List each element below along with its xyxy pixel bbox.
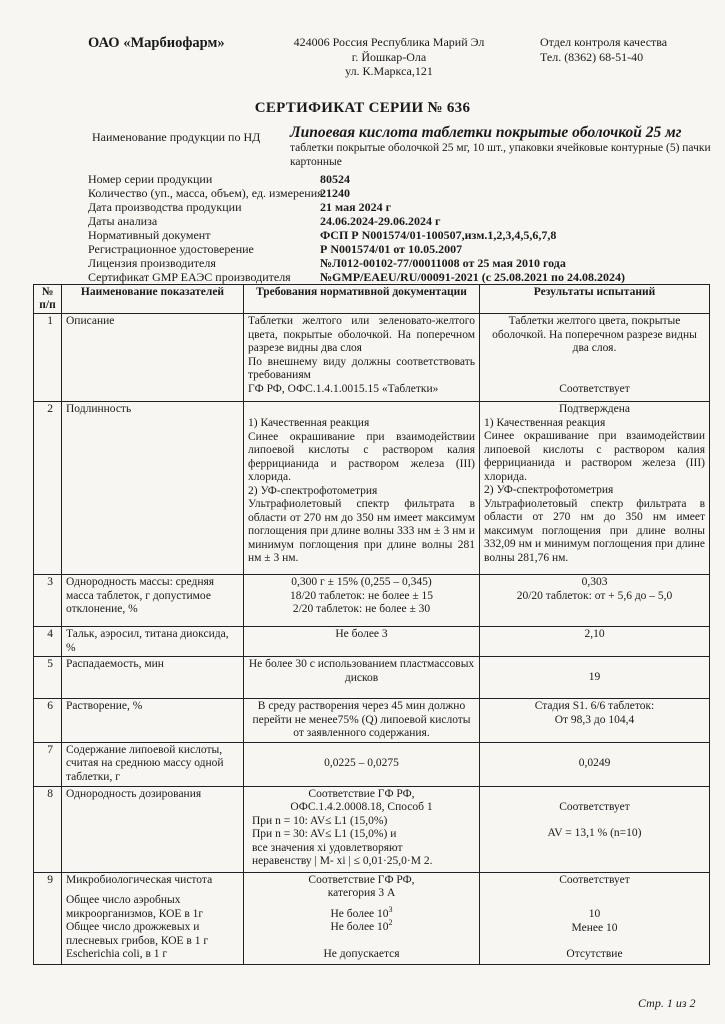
row-result bbox=[480, 786, 710, 872]
row-name: Однородность дозирования bbox=[62, 786, 244, 872]
row-requirement bbox=[244, 402, 480, 575]
row-result bbox=[480, 314, 710, 402]
result-text: AV = 13,1 % (n=10) bbox=[547, 827, 642, 839]
requirement-text: 0,300 г ± 15% (0,255 – 0,345) bbox=[291, 576, 432, 588]
requirement-text bbox=[248, 918, 475, 935]
requirement-text: Синее окрашивание при взаимодействии липоевой кислоты с раствором калия феррицианида и раствором железа (III) хлорида. bbox=[248, 430, 475, 483]
department-phone: Тел. (8362) 68-51-40 bbox=[540, 50, 644, 64]
header-results: Результаты испытаний bbox=[480, 285, 710, 314]
row-num: 3 bbox=[34, 575, 62, 627]
row-name: Растворение, % bbox=[62, 699, 244, 743]
row-name: Описание bbox=[62, 314, 244, 402]
requirement-text: При n = 30: AV≤ L1 (15,0%) и bbox=[252, 828, 397, 840]
info-key: Лицензия производителя bbox=[88, 256, 216, 270]
info-row bbox=[88, 270, 625, 284]
row-name-text: Общее число аэробных микроорганизмов, КОЕ в 1г bbox=[66, 894, 204, 920]
table-row bbox=[34, 872, 710, 964]
requirement-text: 2) УФ-спектрофотометрия bbox=[248, 484, 378, 497]
info-row bbox=[88, 228, 625, 242]
info-key: Даты анализа bbox=[88, 214, 158, 228]
info-row bbox=[88, 242, 625, 256]
company-name: ОАО «Марбиофарм» bbox=[88, 35, 225, 51]
result-text: Отсутствие bbox=[566, 948, 623, 960]
result-text: Синее окрашивание при взаимодействии липоевой кислоты с раствором калия феррицианида и раствором железа (III) хлорида. bbox=[484, 430, 705, 483]
result-text: Ультрафиолетовый спектр фильтрата в области от 270 нм до 350 нм имеет максимум поглощения при длине волны 332,09 нм и минимум поглощения при длине волны 281,76 нм. bbox=[484, 497, 705, 564]
result-text: Таблетки желтого цвета, покрытые оболочкой. На поперечном разрезе видны два слоя. bbox=[492, 315, 697, 354]
row-result bbox=[480, 575, 710, 627]
department-block bbox=[540, 35, 667, 65]
result-text: 20/20 таблеток: от + 5,6 до – 5,0 bbox=[516, 589, 673, 602]
info-value: Р N001574/01 от 10.05.2007 bbox=[320, 242, 463, 256]
row-num: 5 bbox=[34, 657, 62, 699]
info-value: 21240 bbox=[320, 186, 350, 200]
info-value: 24.06.2024-29.06.2024 г bbox=[320, 214, 441, 228]
requirement-value: Не более 10 bbox=[330, 907, 389, 920]
info-row bbox=[88, 172, 625, 186]
row-name-text: Общее число дрожжевых и плесневых грибов, КОЕ в 1 г bbox=[66, 921, 209, 947]
row-result bbox=[480, 872, 710, 964]
row-num: 8 bbox=[34, 786, 62, 872]
info-key: Сертификат GMP ЕАЭС производителя bbox=[88, 270, 291, 284]
row-requirement bbox=[244, 786, 480, 872]
result-text: Стадия S1. 6/6 таблеток: bbox=[534, 700, 655, 712]
row-name: Содержание липоевой кислоты, считая на среднюю массу одной таблетки, г bbox=[62, 742, 244, 786]
row-num: 1 bbox=[34, 314, 62, 402]
table-row bbox=[34, 314, 710, 402]
info-value: ФСП Р N001574/01-100507,изм.1,2,3,4,5,6,7,8 bbox=[320, 228, 557, 242]
table-row bbox=[34, 742, 710, 786]
row-result: 2,10 bbox=[480, 627, 710, 657]
product-name: Липоевая кислота таблетки покрытые оболочкой 25 мг bbox=[290, 124, 682, 141]
result-text: 10 bbox=[588, 908, 601, 920]
header-requirements: Требования нормативной документации bbox=[244, 285, 480, 314]
result-text: 2) УФ-спектрофотометрия bbox=[484, 484, 614, 496]
results-table bbox=[33, 284, 710, 965]
header-name: Наименование показателей bbox=[62, 285, 244, 314]
row-name bbox=[62, 872, 244, 964]
info-row bbox=[88, 256, 625, 270]
info-key: Дата производства продукции bbox=[88, 200, 242, 214]
info-key: Номер серии продукции bbox=[88, 172, 213, 186]
table-row bbox=[34, 575, 710, 627]
requirement-text: все значения xi удовлетворяют bbox=[252, 841, 403, 854]
row-num: 7 bbox=[34, 742, 62, 786]
requirement-text: По внешнему виду должны соответствовать требованиям bbox=[248, 355, 475, 381]
row-name: Однородность массы: средняя масса таблеток, г допустимое отклонение, % bbox=[62, 575, 244, 627]
info-value: 21 мая 2024 г bbox=[320, 200, 392, 214]
info-value: №GMP/EAEU/RU/00091-2021 (с 25.08.2021 по 24.08.2024) bbox=[320, 270, 625, 284]
table-row bbox=[34, 402, 710, 575]
result-text: Соответствует bbox=[559, 800, 630, 813]
info-value: 80524 bbox=[320, 172, 350, 186]
row-num: 2 bbox=[34, 402, 62, 575]
address-line: ул. К.Маркса,121 bbox=[345, 64, 433, 78]
table-row bbox=[34, 786, 710, 872]
row-result bbox=[480, 699, 710, 743]
requirement-text: Соответствие ГФ РФ, bbox=[308, 787, 415, 800]
info-row bbox=[88, 200, 625, 214]
requirement-text: 1) Качественная реакция bbox=[248, 417, 370, 429]
row-requirement: Не более 30 с использованием пластмассовых дисков bbox=[244, 657, 480, 699]
row-result: 0,0249 bbox=[480, 742, 710, 786]
result-text: 1) Качественная реакция bbox=[484, 416, 606, 429]
certificate-title: СЕРТИФИКАТ СЕРИИ № 636 bbox=[254, 100, 471, 116]
info-key: Количество (уп., масса, объем), ед. измерения bbox=[88, 186, 323, 200]
info-key: Регистрационное удостоверение bbox=[88, 242, 254, 256]
row-num: 6 bbox=[34, 699, 62, 743]
row-name: Распадаемость, мин bbox=[62, 657, 244, 699]
page-number: Стр. 1 из 2 bbox=[638, 996, 696, 1010]
result-text: 0,303 bbox=[581, 576, 608, 588]
requirement-text: 18/20 таблеток: не более ± 15 bbox=[289, 589, 434, 602]
row-num: 4 bbox=[34, 627, 62, 657]
product-info-list bbox=[88, 172, 625, 284]
result-text: Подтверждена bbox=[559, 403, 630, 415]
product-name-label: Наименование продукции по НД bbox=[92, 130, 261, 144]
company-address bbox=[282, 35, 496, 79]
info-row bbox=[88, 186, 625, 200]
requirement-text: Не допускается bbox=[323, 947, 400, 960]
result-text: От 98,3 до 104,4 bbox=[554, 713, 635, 726]
address-line: г. Йошкар-Ола bbox=[351, 49, 427, 64]
result-text: Менее 10 bbox=[571, 921, 618, 934]
row-name: Тальк, аэросил, титана диоксида, % bbox=[62, 627, 244, 657]
row-requirement bbox=[244, 575, 480, 627]
table-row bbox=[34, 657, 710, 699]
requirement-text: неравенству | M- xi | ≤ 0,01·25,0·M 2. bbox=[252, 855, 433, 867]
row-name: Подлинность bbox=[62, 402, 244, 575]
row-name-text: Escherichia coli, в 1 г bbox=[66, 948, 168, 960]
requirement-text: При n = 10: AV≤ L1 (15,0%) bbox=[252, 814, 388, 827]
info-value: №Л012-00102-77/00011008 от 25 мая 2010 года bbox=[320, 256, 566, 270]
requirement-text: ГФ РФ, ОФС.1.4.1.0015.15 «Таблетки» bbox=[248, 382, 439, 395]
row-requirement: 0,0225 – 0,0275 bbox=[244, 742, 480, 786]
requirement-text: категория 3 А bbox=[327, 887, 396, 899]
requirement-text: Соответствие ГФ РФ, bbox=[308, 873, 415, 886]
requirement-text: Таблетки желтого или зеленовато-желтого цвета, покрытые оболочкой. На поперечном разрезе видны два слоя bbox=[248, 315, 475, 354]
table-row bbox=[34, 627, 710, 657]
row-requirement: Не более 3 bbox=[244, 627, 480, 657]
requirement-text bbox=[248, 904, 475, 922]
row-result: 19 bbox=[480, 657, 710, 699]
info-key: Нормативный документ bbox=[88, 228, 211, 242]
header-num: № п/п bbox=[34, 285, 62, 314]
requirement-text: Ультрафиолетовый спектр фильтрата в области от 270 нм до 350 нм имеет максимум поглощения при длине волны 333 нм ± 3 нм и минимум поглощения при длине волны 281 нм ± 3 нм. bbox=[248, 498, 475, 564]
info-row bbox=[88, 214, 625, 228]
row-result bbox=[480, 402, 710, 575]
requirement-value: Не более 10 bbox=[330, 921, 389, 933]
row-num: 9 bbox=[34, 872, 62, 964]
table-header-row bbox=[34, 285, 710, 314]
result-text: Соответствует bbox=[559, 873, 630, 886]
requirement-text: 2/20 таблеток: не более ± 30 bbox=[292, 603, 431, 615]
row-name-text: Микробиологическая чистота bbox=[66, 873, 213, 886]
row-requirement: В среду растворения через 45 мин должно перейти не менее75% (Q) липоевой кислоты от заявленного содержания. bbox=[244, 699, 480, 743]
result-text: Соответствует bbox=[559, 382, 630, 395]
requirement-text: ОФС.1.4.2.0008.18, Способ 1 bbox=[290, 801, 433, 813]
exponent: 3 bbox=[388, 904, 393, 914]
row-requirement bbox=[244, 872, 480, 964]
address-line: 424006 Россия Республика Марий Эл bbox=[293, 35, 485, 49]
table-row bbox=[34, 699, 710, 743]
exponent: 2 bbox=[388, 918, 393, 928]
row-requirement bbox=[244, 314, 480, 402]
department-name: Отдел контроля качества bbox=[540, 35, 668, 49]
product-description: таблетки покрытые оболочкой 25 мг, 10 шт., упаковки ячейковые контурные (5) пачки картонные bbox=[290, 142, 711, 168]
